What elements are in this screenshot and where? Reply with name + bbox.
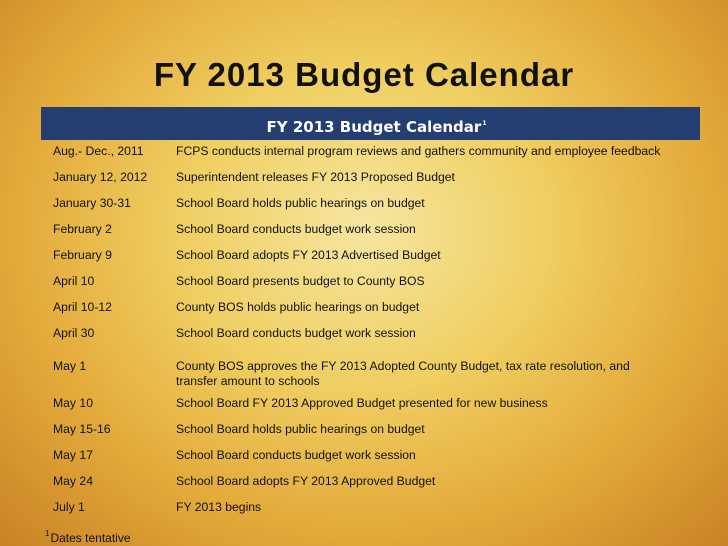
row-event: School Board presents budget to County BOS bbox=[176, 274, 425, 288]
row-event: School Board conducts budget work session bbox=[176, 326, 416, 340]
row-date: April 10-12 bbox=[53, 300, 112, 314]
row-date: May 24 bbox=[53, 474, 93, 488]
row-date: May 15-16 bbox=[53, 422, 111, 436]
footnote bbox=[45, 529, 131, 545]
row-event: School Board adopts FY 2013 Approved Budget bbox=[176, 474, 436, 488]
row-date: February 9 bbox=[53, 248, 112, 262]
row-date: January 12, 2012 bbox=[53, 170, 148, 184]
row-event: School Board adopts FY 2013 Advertised Budget bbox=[176, 248, 441, 262]
row-event: County BOS approves the FY 2013 Adopted County Budget, tax rate resolution, and transfer amount to schools bbox=[176, 359, 630, 388]
row-event: FY 2013 begins bbox=[176, 500, 262, 514]
slide-title: FY 2013 Budget Calendar bbox=[153, 56, 575, 93]
footnote-marker: 1 bbox=[45, 529, 50, 538]
row-date: Aug.- Dec., 2011 bbox=[53, 144, 144, 158]
row-event: School Board FY 2013 Approved Budget presented for new business bbox=[176, 396, 548, 410]
row-event: County BOS holds public hearings on budget bbox=[176, 300, 420, 314]
row-event: School Board holds public hearings on budget bbox=[176, 196, 425, 210]
row-date: April 10 bbox=[53, 274, 95, 288]
row-event: School Board holds public hearings on budget bbox=[176, 422, 425, 436]
table-header-text: FY 2013 Budget Calendar bbox=[266, 118, 482, 136]
row-event: School Board conducts budget work session bbox=[176, 448, 416, 462]
row-date: May 1 bbox=[53, 359, 87, 373]
row-event: Superintendent releases FY 2013 Proposed Budget bbox=[176, 170, 455, 184]
table-header bbox=[41, 107, 700, 140]
row-event: School Board conducts budget work session bbox=[176, 222, 416, 236]
table-header-superscript: 1 bbox=[482, 120, 487, 127]
row-date: May 10 bbox=[53, 396, 93, 410]
row-date: January 30-31 bbox=[53, 196, 131, 210]
row-date: May 17 bbox=[53, 448, 93, 462]
row-date: July 1 bbox=[53, 500, 85, 514]
row-event: FCPS conducts internal program reviews and gathers community and employee feedback bbox=[176, 144, 661, 158]
row-date: April 30 bbox=[53, 326, 95, 340]
footnote-text: Dates tentative bbox=[50, 531, 131, 545]
row-date: February 2 bbox=[53, 222, 112, 236]
